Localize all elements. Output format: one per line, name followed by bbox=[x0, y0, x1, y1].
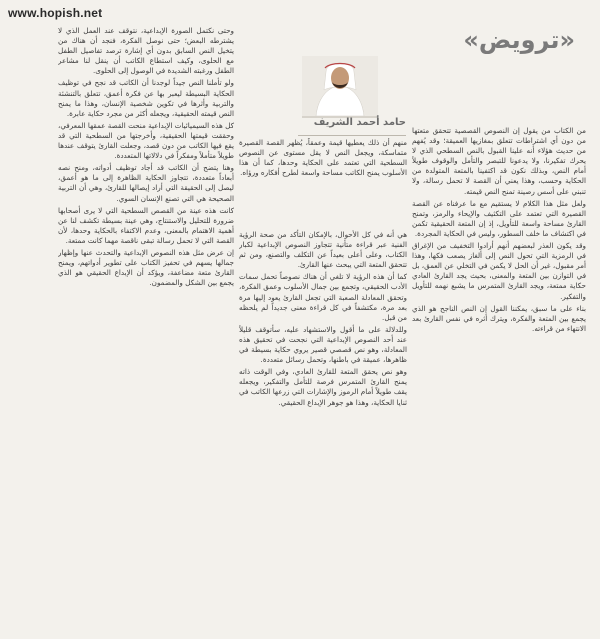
paragraph: وقد يكون العذر لبعضهم أنهم أرادوا التخفيف من الإغراق في الرمزية التي تحول النص إلى ألغاز يصعب فكها، وهذا أمر مقبول، غير أن الحل لا يكمن في التخلي عن العمق، بل في التوازن بين المتعة والمعنى، بحيث يجد القارئ العادي حكاية ممتعة، ويجد القارئ المتمرس ما يشبع نهمه للتأويل والتفكير. bbox=[412, 241, 586, 301]
author-divider bbox=[298, 135, 406, 136]
paragraph: إن عرض مثل هذه النصوص الإبداعية والتحدث عنها وإظهار جمالها يسهم في تحفيز الكتاب على تطوير أدواتهم، ويمنح القارئ متعة مضاعفة، ويؤكد أن الإبداع الحقيقي هو الذي يجمع بين الشكل والمضمون. bbox=[58, 247, 234, 288]
article-column-left bbox=[58, 26, 234, 634]
paragraph: من الكتاب من يقول إن النصوص القصصية تتحقق متعتها من دون أي اشتراطات تتعلق بمغازيها العميقة؛ وقد يُفهم من حديث هؤلاء أنه علينا القبول بالنص السطحي الذي لا يحرك تفكيرنا، ولا يدعونا للتبصر والتأمل والوقوف طويلاً أمام النص، وبذلك نكون قد اكتفينا بالمتعة المتولدة من الحكاية وحسب، وهذا يعني أن القصة لا تحمل رسالة، ولا تنبني على أسس رصينة تمنح النص قيمته. bbox=[412, 126, 586, 196]
article-header bbox=[395, 26, 575, 60]
author-photo bbox=[302, 56, 378, 118]
paragraph: كانت هذه عينة من القصص السطحية التي لا يرى أصحابها ضرورة للتحليل والاستنتاج، وهي عينة بسيطة تكشف لنا عن أهمية الاهتمام بالمعنى، وعدم الاكتفاء بالحكاية وحدها، لأن القصة التي لا تحمل رسالة تبقى ناقصة مهما كانت ممتعة. bbox=[58, 205, 234, 245]
article-title: «ترويض» bbox=[463, 26, 575, 54]
author-name: حامد أحمد الشريف bbox=[313, 117, 406, 128]
paragraph: وهو نص يحقق المتعة للقارئ العادي، وفي الوقت ذاته يمنح القارئ المتمرس فرصة للتأمل والتفكير، ويجعله يقف طويلاً أمام الرموز والإشارات التي زرعها الكاتب في ثنايا الحكاية، وهذا هو جوهر الإبداع الحقيقي. bbox=[239, 367, 407, 407]
paragraph: وللدلالة على ما أقول والاستشهاد عليه، سأتوقف قليلاً عند أحد النصوص الإبداعية التي نجحت في تحقيق هذه المعادلة، وهو نص قصصي قصير يروي حكاية بسيطة في ظاهرها، عميقة في باطنها، وتحمل رسائل متعددة. bbox=[239, 324, 407, 365]
paragraph: ولو تأملنا النص جيداً لوجدنا أن الكاتب قد نجح في توظيف الحكاية البسيطة ليعبر بها عن فكرة أعمق، تتعلق بالتنشئة والتربية وأثرها في تكوين شخصية الإنسان، وهذا ما يمنح النص قيمته الحقيقية، ويجعله أكثر من مجرد حكاية عابرة. bbox=[58, 78, 234, 118]
paragraph: وحتى نكتمل الصورة الإبداعية، نتوقف عند العمل الذي لا يشترطه البعض؛ حتى نوصل الفكرة، فنجد أن هناك من يتخيل النص السابق بدون أي إشارة ترصد تفاصيل الطفل مع الحلوى، وكيف استطاع الكاتب أن ينقل لنا مشاعر الطفل ورغبته الشديدة في الوصول إلى الحلوى. bbox=[58, 26, 234, 76]
paragraph: هي أنه في كل الأحوال، بالإمكان التأكد من صحة الرؤية الفنية عبر قراءة متأنية تتجاوز النصوص الإبداعية لكبار الكتاب، وعلى أعلى بعيداً عن التكلف والتصنع، ومن ثم تتحقق المتعة التي يبحث عنها القارئ. bbox=[239, 230, 407, 270]
site-watermark: www.hopish.net bbox=[8, 6, 103, 20]
paragraph: وهنا يتضح أن الكاتب قد أجاد توظيف أدواته، ومنح نصه أبعاداً متعددة، تتجاوز الحكاية الظاهرة إلى ما هو أعمق، ليصل إلى الحقيقة التي أراد إيصالها للقارئ، وهي أن التربية الصحيحة هي التي تصنع الإنسان السوي. bbox=[58, 163, 234, 203]
article-column-right bbox=[412, 126, 586, 634]
paragraph: منهم أن ذلك يعطيها قيمة وعمقاً، يُظهر القصة القصيرة متماسكة، ويجعل النص لا يقل مستوى عن النصوص السطحية التي تعتمد على الحكاية وحدها، كما أن هذا الأسلوب يمنح الكاتب مساحة واسعة لطرح أفكاره ورؤاه. bbox=[239, 138, 407, 178]
paragraph: بناء على ما سبق، يمكننا القول إن النص الناجح هو الذي يجمع بين المتعة والفكرة، ويترك أثره في نفس القارئ بعد الانتهاء من قراءته. bbox=[412, 303, 586, 333]
paragraph: كل هذه السيميائيات الإبداعية منحت القصة عمقها المعرفي، وحققت قيمتها الحقيقية، وأخرجتها من السطحية التي قد يقع فيها الكاتب من دون قصد، وجعلت القارئ يتوقف عندها طويلاً متأملاً ومفكراً في دلالاتها المتعددة. bbox=[58, 120, 234, 161]
paragraph: ولعل مثل هذا الكلام لا يستقيم مع ما عرفناه عن القصة القصيرة التي تعتمد على التكثيف والإيحاء والرمز، وتمنح القارئ مساحة واسعة للتأويل، إذ إن المتعة الحقيقية تكمن في اكتشاف ما خلف السطور، وليس في الحكاية المجردة. bbox=[412, 198, 586, 238]
paragraph: كما أن هذه الرؤية لا تلغي أن هناك نصوصاً تحمل سمات الأدب الحقيقي، وتجمع بين جمال الأسلوب وعمق الفكرة، وتحقق المعادلة الصعبة التي تجعل القارئ يعود إليها مرة بعد مرة، مكتشفاً في كل قراءة معنى جديداً لم يلحظه من قبل. bbox=[239, 272, 407, 322]
author-portrait-icon bbox=[302, 56, 378, 116]
article-column-middle bbox=[239, 138, 407, 634]
